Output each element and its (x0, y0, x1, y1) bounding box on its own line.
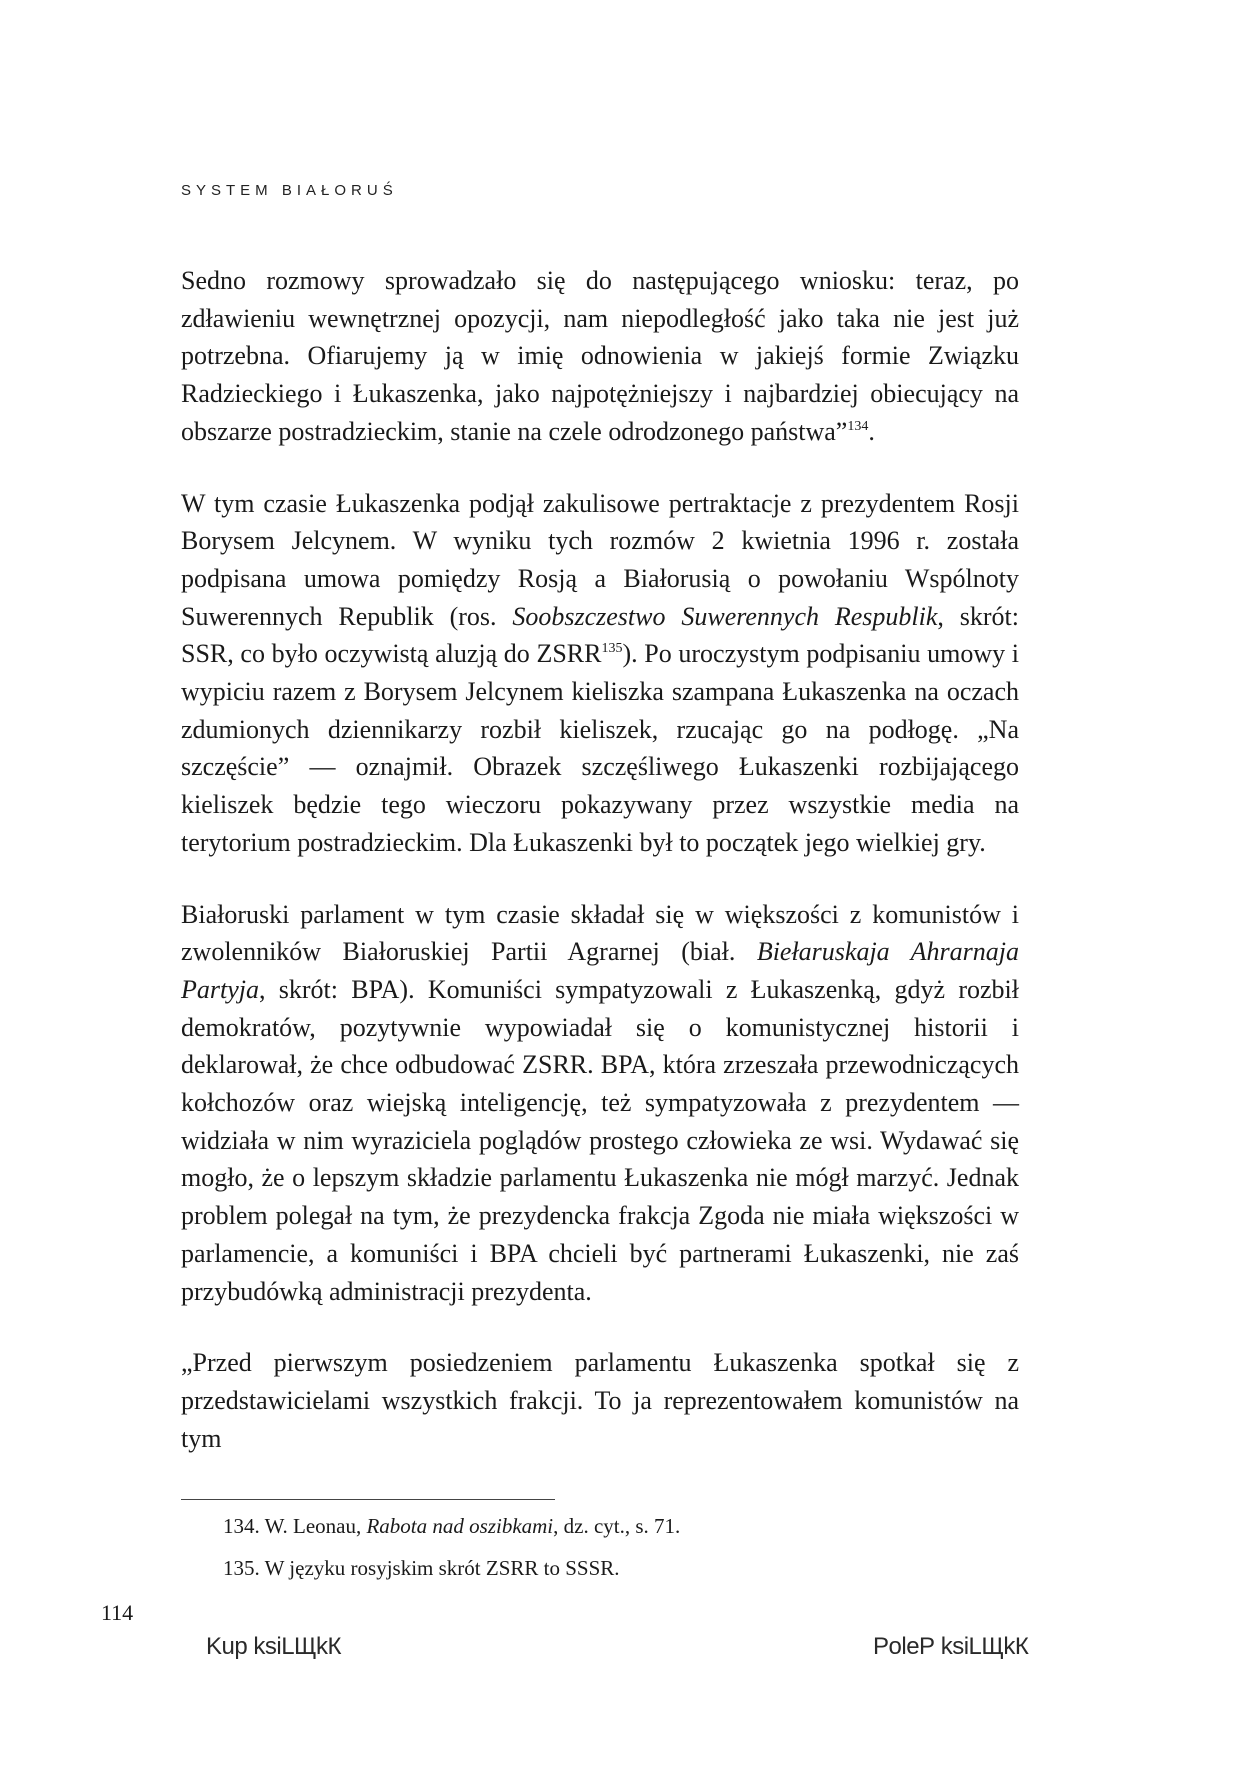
footnote-text: , dz. cyt., s. 71. (553, 1514, 681, 1538)
main-text (181, 262, 1019, 1491)
paragraph-text: ). Po uroczystym podpisaniu umowy i wypiciu razem z Borysem Jelcynem kieliszka szampana Łukaszenka na oczach zdumionych dziennikarzy rozbił kieliszek, rzucając go na podłogę. „Na szczęście” — oznajmił. Obrazek szczęśliwego Łukaszenki rozbijającego kieliszek będzie tego wieczoru pokazywany przez wszystkie media na terytorium postradzieckim. Dla Łukaszenki był to początek jego wielkiej gry. (181, 639, 1019, 857)
paragraph-text: Sedno rozmowy sprowadzało się do następującego wniosku: teraz, po zdławieniu wewnętrznej opozycji, nam niepodległość jako taka nie jest już potrzebna. Ofiarujemy ją w imię odnowienia w jakiejś formie Związku Radzieckiego i Łukaszenka, jako najpotężniejszy i najbardziej obiecujący na obszarze postradzieckim, stanie na czele odrodzonego państwa” (181, 266, 1019, 446)
paragraph-text: „Przed pierwszym posiedzeniem parlamentu Łukaszenka spotkał się z przedstawicielami wszystkich frakcji. To ja reprezentowałem komunistów na tym (181, 1348, 1019, 1453)
paragraph-text: Białoruski parlament w tym czasie składał się w większości z komunistów i zwolenników Białoruskiej Partii Agrarnej (biał. (181, 899, 1019, 967)
italic-term: Soobszczestwo Suwerennych Respublik (512, 601, 938, 631)
paragraph-text: W tym czasie Łukaszenka podjął zakulisowe pertraktacje z prezydentem Rosji Borysem Jelcynem. W wyniku tych rozmów 2 kwietnia 1996 r. została podpisana umowa pomiędzy Rosją a Białorusią o powołaniu Wspólnoty Suwerennych Republik (ros. (181, 488, 1019, 631)
recommend-book-link[interactable]: PoleР ksiLЩkК (873, 1633, 1029, 1660)
buy-book-link[interactable]: Kup ksiLЩkК (206, 1633, 342, 1660)
footnote-divider (181, 1499, 555, 1500)
paragraph-2 (181, 485, 1019, 862)
footnote-ref-134[interactable]: 134 (847, 418, 869, 434)
footnote-italic: Rabota nad oszibkami (366, 1514, 554, 1538)
paragraph-text: , skrót: SSR, co było oczywistą aluzją do ZSRR (181, 601, 1019, 669)
page-number: 114 (101, 1600, 134, 1625)
footnote-134 (223, 1514, 680, 1539)
paragraph-tail: . (868, 416, 875, 446)
paragraph-text: , skrót: BPA). Komuniści sympatyzowali z Łukaszenką, gdyż rozbił demokratów, pozytywnie wypowiadał się o komunistycznej historii i deklarował, że chce odbudować ZSRR. BPA, która zrzeszała przewodniczących kołchozów oraz wiejską inteligencję, też sympatyzowała z prezydentem — widziała w nim wyraziciela poglądów prostego człowieka ze wsi. Wydawać się mogło, że o lepszym składzie parlamentu Łukaszenka nie mógł marzyć. Jednak problem polegał na tym, że prezydencka frakcja Zgoda nie miała większości w parlamencie, a komuniści i BPA chcieli być partnerami Łukaszenki, nie zaś przybudówką administracji prezydenta. (181, 974, 1019, 1306)
footnote-ref-135[interactable]: 135 (601, 641, 623, 657)
paragraph-4 (181, 1344, 1019, 1457)
italic-term: Biełaruskaja Ahrarnaja Partyja (181, 937, 1019, 1004)
running-header: SYSTEM BIAŁORUŚ (181, 182, 398, 199)
paragraph-1 (181, 262, 1019, 451)
paragraph-3 (181, 896, 1019, 1311)
footnote-135: 135. W języku rosyjskim skrót ZSRR to SSSR. (223, 1556, 620, 1580)
footnote-text: 134. W. Leonau, (223, 1514, 367, 1538)
